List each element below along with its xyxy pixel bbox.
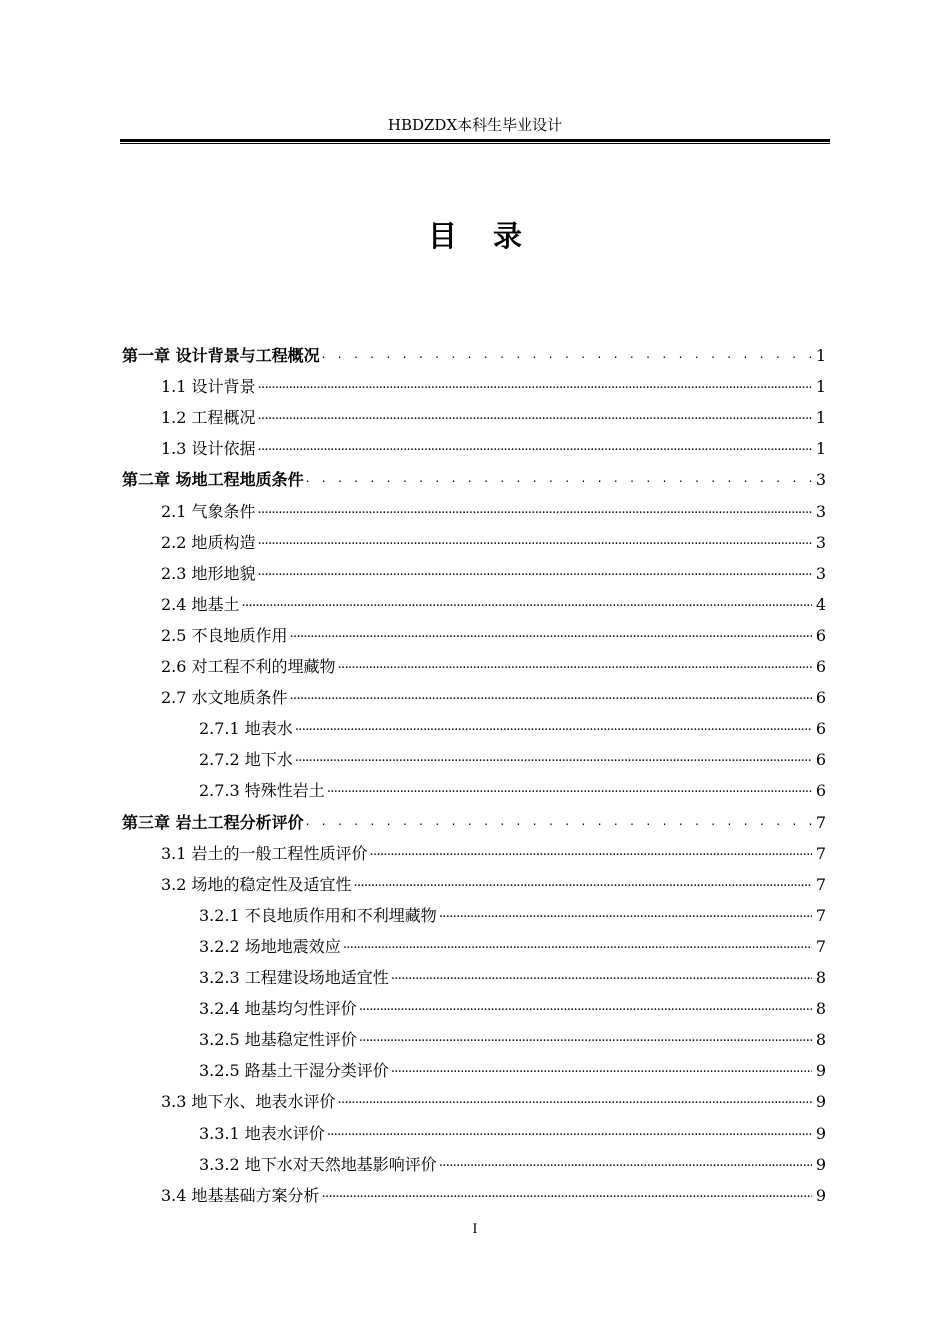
toc-entry-label: 3.2.1 不良地质作用和不利埋藏物 (199, 905, 437, 925)
toc-entry-label: 2.5 不良地质作用 (161, 625, 288, 645)
toc-dot-leader (327, 1122, 812, 1142)
toc-dot-leader (359, 997, 812, 1017)
toc-dot-leader (327, 779, 812, 799)
toc-entry[interactable] (199, 1144, 826, 1175)
toc-entry[interactable] (161, 584, 826, 615)
toc-entry[interactable] (122, 802, 826, 833)
toc-dot-leader (391, 966, 812, 986)
toc-entry-label: 3.4 地基基础方案分析 (161, 1185, 320, 1205)
toc-entry-label: 3.2.4 地基均匀性评价 (199, 999, 357, 1019)
toc-dot-leader (338, 1090, 812, 1110)
toc-entry-page: 7 (815, 843, 826, 863)
toc-entry-label: 3.2.3 工程建设场地适宜性 (199, 968, 389, 987)
toc-entry-page: 6 (815, 719, 826, 739)
toc-entry-page: 9 (815, 1154, 826, 1174)
toc-entry[interactable] (199, 1050, 826, 1081)
toc-entry-label: 3.3.1 地表水评价 (199, 1123, 325, 1143)
toc-entry-page: 3 (815, 501, 826, 521)
toc-entry-page: 3 (815, 470, 826, 490)
toc-dot-leader (295, 717, 812, 737)
toc-entry-label: 3.3 地下水、地表水评价 (161, 1092, 336, 1112)
toc-entry-label: 1.2 工程概况 (161, 408, 256, 428)
toc-entry[interactable] (161, 1081, 826, 1112)
toc-entry[interactable] (161, 397, 826, 428)
toc-dot-leader (306, 811, 812, 831)
toc-entry[interactable] (122, 335, 826, 366)
toc-entry[interactable] (199, 895, 826, 926)
toc-dot-leader (343, 935, 812, 955)
toc-dot-leader (391, 1059, 812, 1079)
toc-entry-page: 9 (815, 1061, 826, 1081)
toc-entry-label: 第三章 岩土工程分析评价 (122, 812, 304, 832)
toc-entry-label: 3.2.2 场地地震效应 (199, 936, 341, 956)
toc-entry-page: 7 (815, 936, 826, 956)
header-rule (120, 139, 830, 144)
toc-entry-page: 9 (815, 1092, 826, 1112)
toc-entry-page: 6 (815, 688, 826, 708)
toc-entry[interactable] (161, 615, 826, 646)
toc-entry-page: 8 (815, 1030, 826, 1050)
toc-dot-leader (338, 655, 812, 675)
toc-dot-leader (306, 468, 812, 488)
toc-entry-label: 3.2.5 路基土干湿分类评价 (199, 1061, 389, 1081)
toc-entry-label: 2.7 水文地质条件 (161, 688, 288, 708)
page-number: I (472, 1222, 478, 1237)
toc-entry[interactable] (199, 739, 826, 770)
toc-entry-label: 3.1 岩土的一般工程性质评价 (161, 843, 368, 863)
toc-entry[interactable] (199, 708, 826, 739)
toc-entry-label: 2.1 气象条件 (161, 501, 256, 521)
toc-dot-leader (258, 437, 812, 457)
toc-entry-label: 3.2 场地的稳定性及适宜性 (161, 874, 352, 894)
toc-dot-leader (439, 904, 812, 924)
toc-entry[interactable] (161, 833, 826, 864)
toc-entry-page: 1 (815, 408, 826, 428)
toc-entry-label: 3.3.2 地下水对天然地基影响评价 (199, 1154, 437, 1174)
toc-entry-label: 1.1 设计背景 (161, 377, 256, 397)
toc-entry[interactable] (161, 677, 826, 708)
toc-entry-label: 2.3 地形地貌 (161, 563, 256, 583)
toc-entry-label: 第二章 场地工程地质条件 (122, 470, 304, 490)
toc-entry[interactable] (199, 1113, 826, 1144)
toc-dot-leader (258, 406, 812, 426)
toc-entry-page: 4 (815, 594, 826, 614)
toc-dot-leader (290, 624, 812, 644)
toc-entry-page: 8 (815, 999, 826, 1019)
toc-dot-leader (322, 344, 812, 364)
toc-dot-leader (359, 1028, 812, 1048)
toc-entry[interactable] (161, 428, 826, 459)
toc-entry-page: 3 (815, 532, 826, 552)
toc-dot-leader (242, 593, 812, 613)
toc-entry-label: 1.3 设计依据 (161, 439, 256, 459)
toc-entry[interactable] (161, 1175, 826, 1206)
toc-entry-page: 9 (815, 1185, 826, 1205)
toc-entry-page: 1 (815, 346, 826, 365)
toc-entry[interactable] (161, 553, 826, 584)
toc-dot-leader (258, 531, 812, 551)
toc-entry-label: 2.6 对工程不利的埋藏物 (161, 657, 336, 676)
toc-entry-page: 6 (815, 657, 826, 676)
toc-entry[interactable] (161, 522, 826, 553)
toc-entry-label: 3.2.5 地基稳定性评价 (199, 1030, 357, 1050)
toc-entry[interactable] (199, 957, 826, 988)
toc-entry-page: 6 (815, 750, 826, 770)
toc-dot-leader (354, 873, 812, 893)
toc-entry-label: 2.7.2 地下水 (199, 750, 293, 770)
toc-dot-leader (295, 748, 812, 768)
toc-entry[interactable] (199, 926, 826, 957)
toc-dot-leader (258, 562, 812, 582)
toc-dot-leader (290, 686, 812, 706)
toc-dot-leader (322, 1184, 812, 1204)
toc-entry-page: 1 (815, 377, 826, 397)
toc-entry-label: 第一章 设计背景与工程概况 (122, 346, 320, 365)
toc-title: 目 录 (427, 219, 523, 253)
toc-entry[interactable] (199, 1019, 826, 1050)
toc-entry-page: 7 (815, 874, 826, 894)
toc-entry-page: 1 (815, 439, 826, 459)
toc-entry-page: 7 (815, 812, 826, 832)
toc-entry-page: 6 (815, 625, 826, 645)
toc-entry-page: 8 (815, 968, 826, 987)
toc-entry-page: 3 (815, 563, 826, 583)
toc-dot-leader (258, 500, 812, 520)
toc-entry[interactable] (161, 646, 826, 677)
toc-entry-label: 2.7.3 特殊性岩土 (199, 781, 325, 801)
toc-entry[interactable] (122, 459, 826, 490)
page-header: HBDZDX本科生毕业设计 (387, 116, 563, 134)
toc-entry[interactable] (161, 864, 826, 895)
toc-entry[interactable] (161, 366, 826, 397)
toc-entry[interactable] (199, 988, 826, 1019)
toc-dot-leader (370, 842, 812, 862)
toc-dot-leader (258, 375, 812, 395)
toc-entry[interactable] (161, 491, 826, 522)
toc-entry-page: 7 (815, 905, 826, 925)
toc-entry-page: 9 (815, 1123, 826, 1143)
toc-entry-label: 2.2 地质构造 (161, 532, 256, 552)
toc-entry-label: 2.7.1 地表水 (199, 719, 293, 739)
toc-entry-label: 2.4 地基土 (161, 594, 240, 614)
toc-dot-leader (439, 1153, 812, 1173)
toc-entry-page: 6 (815, 781, 826, 801)
toc-entry[interactable] (199, 770, 826, 801)
